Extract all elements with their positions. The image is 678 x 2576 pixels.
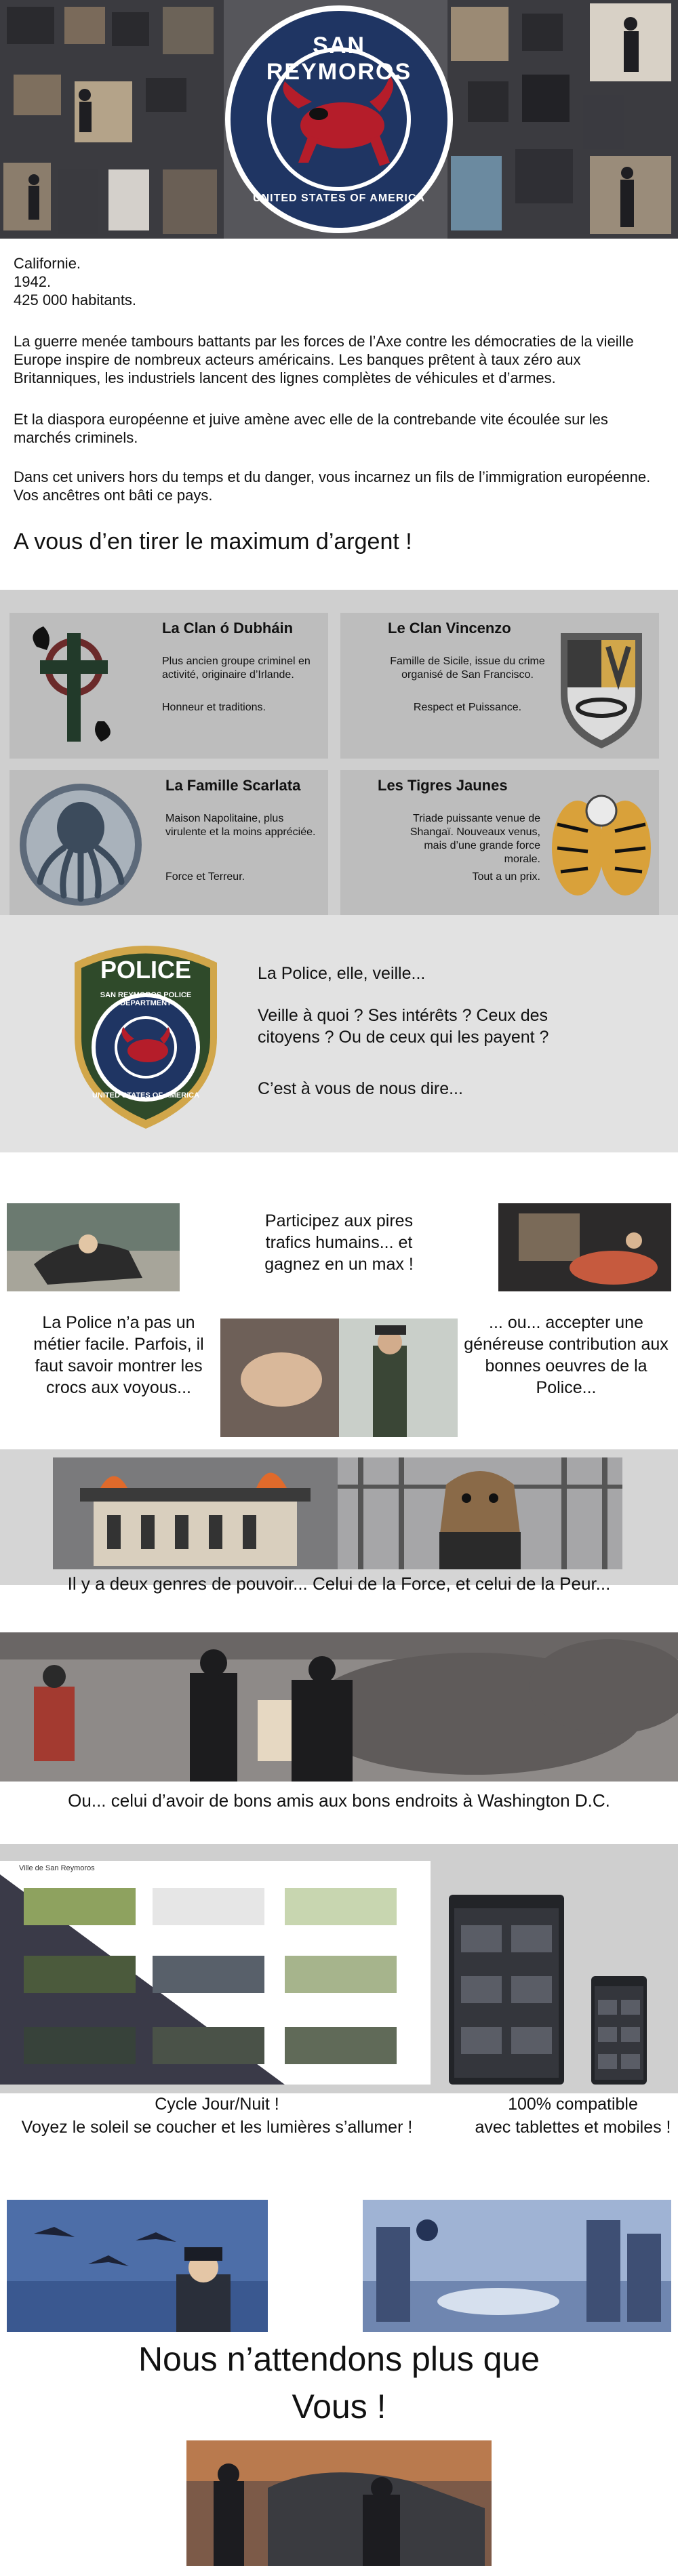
- intro-place: Californie.: [14, 255, 81, 272]
- illustration-trafic-right: [498, 1203, 671, 1291]
- illustration-scarecrow: [338, 1457, 622, 1569]
- intro-paragraph-3: Dans cet univers hors du temps et du danger, vous incarnez un fils de l’immigration européenne. Vos ancêtres ont bâti ce pays.: [14, 468, 651, 504]
- clan-motto: Force et Terreur.: [165, 871, 245, 883]
- daynight-caption-2: Voyez le soleil se coucher et les lumières s’allumer !: [21, 2118, 413, 2137]
- clan-description: Plus ancien groupe criminel en activité, originaire d’Irlande.: [162, 656, 311, 681]
- illustration-crime-scene: [363, 2200, 671, 2332]
- intro-paragraph-1: La guerre menée tambours battants par les forces de l’Axe contre les démocraties de la vieille Europe inspire de nombreux acteurs américains. Les banques prêtent à taux zéro aux Britanniques, les industriels lancent des lignes complètes de véhicules et d’armes.: [14, 333, 634, 386]
- police-line-3: C’est à vous de nous dire...: [258, 1079, 463, 1098]
- clan-name: Les Tigres Jaunes: [378, 777, 508, 794]
- illustration-trafic-left: [7, 1203, 180, 1291]
- power-caption: Il y a deux genres de pouvoir... Celui de la Force, et celui de la Peur...: [67, 1573, 611, 1594]
- police-line-2: Veille à quoi ? Ses intérêts ? Ceux des citoyens ? Ou de ceux qui les payent ?: [258, 1006, 549, 1047]
- power-caption-2: Ou... celui d’avoir de bons amis aux bons endroits à Washington D.C.: [68, 1790, 610, 1811]
- logo-title: SAN REYMOROS: [266, 33, 412, 85]
- daynight-caption-1: Cycle Jour/Nuit !: [155, 2095, 279, 2114]
- intro-population: 425 000 habitants.: [14, 291, 137, 308]
- intro-tagline: A vous d’en tirer le maximum d’argent !: [14, 529, 412, 555]
- intro-year: 1942.: [14, 273, 52, 290]
- illustration-burning-house: [53, 1457, 338, 1569]
- clan-card-o-dubhain: [9, 613, 328, 759]
- illustration-gangsters-car: [186, 2440, 492, 2566]
- clan-description: Maison Napolitaine, plus virulente et la moins appréciée.: [165, 813, 316, 838]
- clan-description: Triade puissante venue de Shangaï. Nouveaux venus, mais d’une grande force morale.: [410, 813, 540, 865]
- clan-name: Le Clan Vincenzo: [388, 620, 511, 637]
- screen-mobile: [591, 1976, 647, 2085]
- police-badge-ring-bottom: UNITED STATES OF AMERICA: [92, 1091, 200, 1100]
- clan-card-vincenzo: [340, 613, 659, 759]
- octopus-icon: [16, 780, 145, 909]
- trafic-caption-left: La Police n’a pas un métier facile. Parfois, il faut savoir montrer les crocs aux voyous...: [33, 1313, 204, 1397]
- clan-motto: Respect et Puissance.: [413, 702, 522, 713]
- illustration-handshake: [220, 1319, 458, 1437]
- clan-motto: Honneur et traditions.: [162, 702, 266, 713]
- intro-paragraph-2: Et la diaspora européenne et juive amène avec elle de la contrebande vite écoulée sur les marchés criminels.: [14, 411, 608, 446]
- compat-caption-1: 100% compatible: [508, 2095, 638, 2114]
- police-badge-ring-top: SAN REYMOROS POLICE DEPARTMENT: [100, 991, 192, 1007]
- illustration-crows: [7, 2200, 268, 2332]
- screen-title: Ville de San Reymoros: [19, 1864, 95, 1872]
- tiger-crest-icon: [547, 784, 656, 909]
- screen-tablet: [449, 1895, 564, 2085]
- outro-line-1: Nous n’attendons plus que: [138, 2340, 540, 2378]
- trafic-caption-top: Participez aux pires trafics humains... et gagnez en un max !: [264, 1211, 414, 1274]
- celtic-cross-icon: [23, 620, 125, 748]
- clan-motto: Tout a un prix.: [472, 871, 540, 883]
- logo-subtitle: UNITED STATES OF AMERICA: [253, 193, 425, 204]
- clan-card-scarlata: [9, 770, 328, 916]
- clan-card-tigres-jaunes: [340, 770, 659, 916]
- compat-caption-2: avec tablettes et mobiles !: [475, 2118, 671, 2137]
- shield-crest-icon: [551, 620, 652, 752]
- clan-name: La Famille Scarlata: [165, 777, 301, 794]
- outro-line-2: Vous !: [292, 2388, 386, 2426]
- screen-desktop: [0, 1861, 431, 2085]
- police-line-1: La Police, elle, veille...: [258, 964, 426, 983]
- police-badge-title: POLICE: [100, 956, 191, 984]
- illustration-washington: [0, 1632, 678, 1782]
- trafic-caption-right: ... ou... accepter une généreuse contribution aux bonnes oeuvres de la Police...: [464, 1313, 669, 1397]
- clan-name: La Clan ó Dubháin: [162, 620, 294, 637]
- clan-description: Famille de Sicile, issue du crime organisé de San Francisco.: [390, 656, 545, 681]
